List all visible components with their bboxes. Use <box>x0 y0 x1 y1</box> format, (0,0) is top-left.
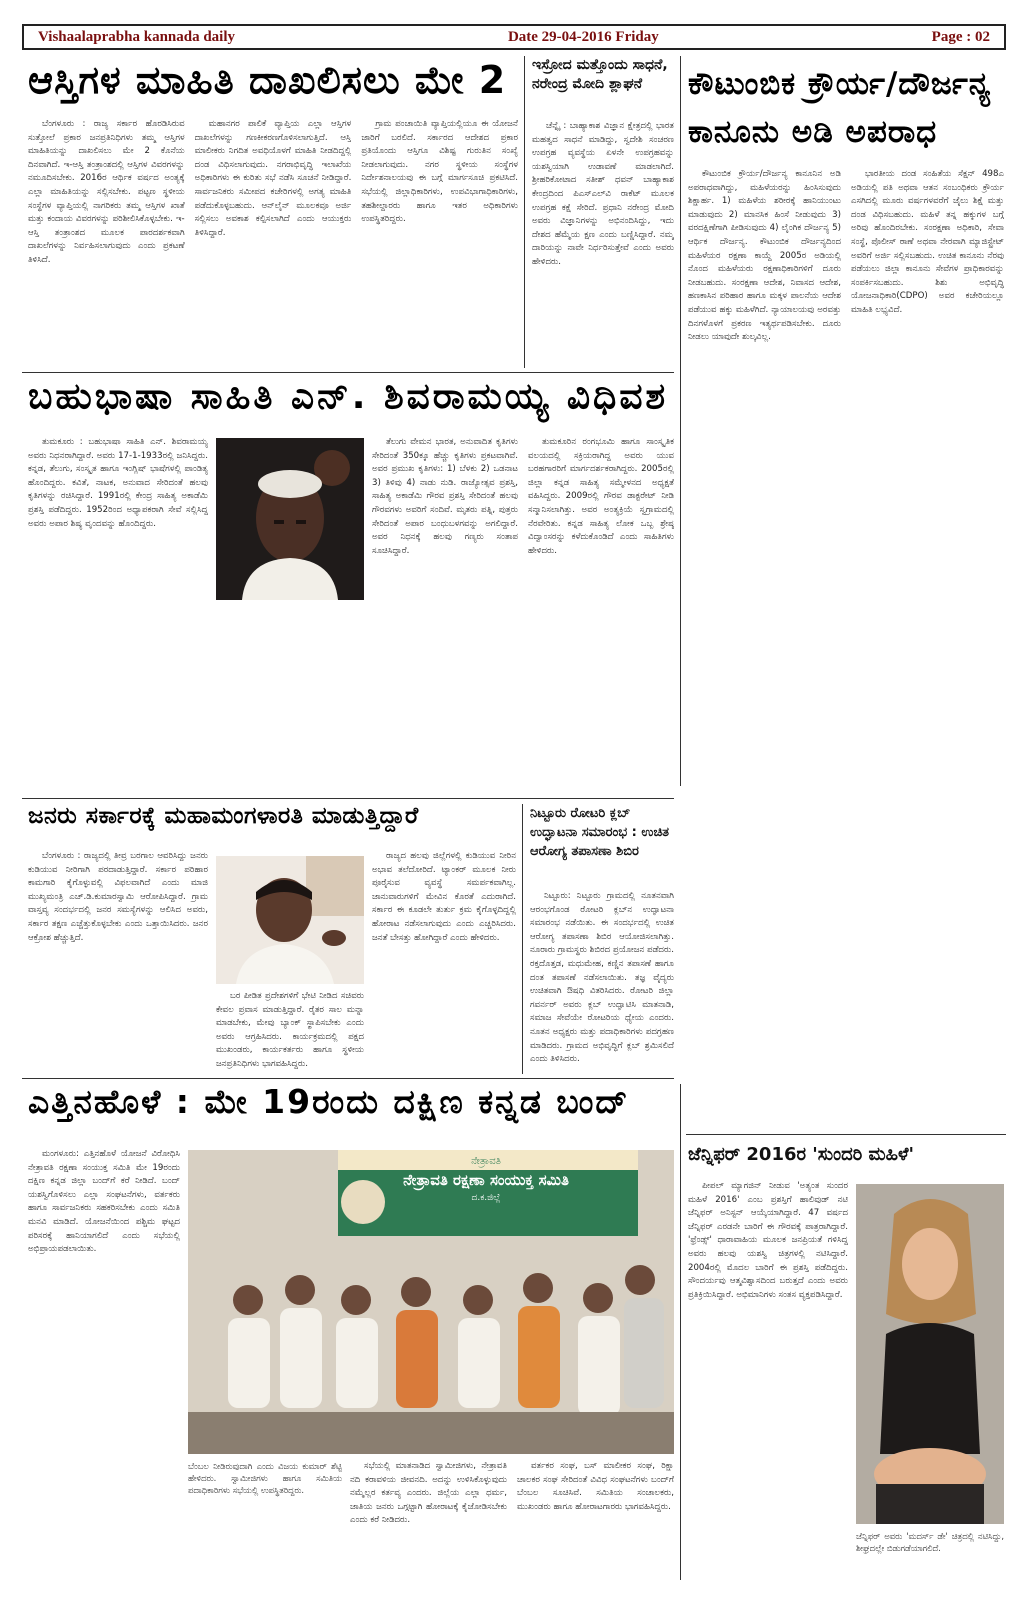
jennifer-headline: ಜೆನ್ನಿಫರ್ 2016ರ 'ಸುಂದರಿ ಮಹಿಳೆ' <box>688 1144 914 1165</box>
domestic-col-1: ಕೌಟುಂಬಿಕ ಕ್ರೌರ್ಯ/ದೌರ್ಜನ್ಯ ಕಾನೂನಿನ ಅಡಿ ಅಪರಾಧವಾಗಿದ್ದು, ಮಹಿಳೆಯರನ್ನು ಹಿಂಸಿಸುವುದು ಶಿಕ್ಷಾರ್ಹ. 1) ಮಹಿಳೆಯ ಶರೀರಕ್ಕೆ ಹಾನಿಯುಂಟು ಮಾಡುವುದು 2) ಮಾನಸಿಕ ಹಿಂಸೆ ನೀಡುವುದು 3) ವರದಕ್ಷಿಣೆಗಾಗಿ ಪೀಡಿಸುವುದು 4) ಲೈಂಗಿಕ ದೌರ್ಜನ್ಯ 5) ಆರ್ಥಿಕ ದೌರ್ಜನ್ಯ. ಕೌಟುಂಬಿಕ ದೌರ್ಜನ್ಯದಿಂದ ಮಹಿಳೆಯರ ರಕ್ಷಣಾ ಕಾಯ್ದೆ 2005ರ ಅಡಿಯಲ್ಲಿ ನೊಂದ ಮಹಿಳೆಯರು ರಕ್ಷಣಾಧಿಕಾರಿಗಳಿಗೆ ದೂರು ನೀಡಬಹುದು. ಸಂರಕ್ಷಣಾ ಆದೇಶ, ನಿವಾಸದ ಆದೇಶ, ಹಣಕಾಸಿನ ಪರಿಹಾರ ಹಾಗೂ ಮಕ್ಕಳ ಪಾಲನೆಯ ಆದೇಶ ಪಡೆಯುವ ಹಕ್ಕು ಮಹಿಳೆಗಿದೆ. ನ್ಯಾಯಾಲಯವು ಅರವತ್ತು ದಿನಗಳೊಳಗೆ ಪ್ರಕರಣ ಇತ್ಯರ್ಥಪಡಿಸಬೇಕು. ದೂರು ನೀಡಲು ಯಾವುದೇ ಶುಲ್ಕವಿಲ್ಲ. <box>688 169 841 343</box>
shivaramaiah-col-3: ತುಮಕೂರಿನ ರಂಗಭೂಮಿ ಹಾಗೂ ಸಾಂಸ್ಕೃತಿಕ ವಲಯದಲ್ಲಿ ಸಕ್ರಿಯರಾಗಿದ್ದ ಅವರು ಯುವ ಬರಹಗಾರರಿಗೆ ಮಾರ್ಗದರ್ಶಕರಾಗಿದ್ದರು. 2005ರಲ್ಲಿ ಜಿಲ್ಲಾ ಕನ್ನಡ ಸಾಹಿತ್ಯ ಸಮ್ಮೇಳನದ ಅಧ್ಯಕ್ಷತೆ ವಹಿಸಿದ್ದರು. 2009ರಲ್ಲಿ ಗೌರವ ಡಾಕ್ಟರೇಟ್ ನೀಡಿ ಸನ್ಮಾನಿಸಲಾಗಿತ್ತು. ಅವರ ಅಂತ್ಯಕ್ರಿಯೆ ಸ್ವಗ್ರಾಮದಲ್ಲಿ ನೆರವೇರಿತು. ಕನ್ನಡ ಸಾಹಿತ್ಯ ಲೋಕ ಒಬ್ಬ ಶ್ರೇಷ್ಠ ವಿದ್ವಾಂಸರನ್ನು ಕಳೆದುಕೊಂಡಿದೆ ಎಂದು ಸಾಹಿತಿಗಳು ಹೇಳಿದರು. <box>528 437 674 556</box>
mahamangalarathi-body-left <box>28 850 208 1072</box>
newspaper-page <box>22 24 1006 1580</box>
shivaramaiah-body-right <box>372 436 674 792</box>
banner-title: ನೇತ್ರಾವತಿ ರಕ್ಷಣಾ ಸಂಯುಕ್ತ ಸಮಿತಿ <box>403 1171 569 1189</box>
rule-v-2 <box>680 56 681 786</box>
jennifer-body: ಪೀಪಲ್ ಮ್ಯಾಗಜಿನ್ ನೀಡುವ 'ಅತ್ಯಂತ ಸುಂದರ ಮಹಿಳೆ 2016' ಎಂಬ ಪ್ರಶಸ್ತಿಗೆ ಹಾಲಿವುಡ್ ನಟಿ ಜೆನ್ನಿಫರ್ ಅನಿಸ್ಟನ್ ಆಯ್ಕೆಯಾಗಿದ್ದಾರೆ. 47 ವರ್ಷದ ಜೆನ್ನಿಫರ್ ಎರಡನೇ ಬಾರಿಗೆ ಈ ಗೌರವಕ್ಕೆ ಪಾತ್ರರಾಗಿದ್ದಾರೆ. 'ಫ್ರೆಂಡ್ಸ್' ಧಾರಾವಾಹಿಯ ಮೂಲಕ ಜನಪ್ರಿಯತೆ ಗಳಿಸಿದ್ದ ಅವರು ಹಲವು ಯಶಸ್ವಿ ಚಿತ್ರಗಳಲ್ಲಿ ನಟಿಸಿದ್ದಾರೆ. 2004ರಲ್ಲಿ ಮೊದಲ ಬಾರಿಗೆ ಈ ಪ್ರಶಸ್ತಿ ಪಡೆದಿದ್ದರು. ಸೌಂದರ್ಯವು ಆತ್ಮವಿಶ್ವಾಸದಿಂದ ಬರುತ್ತದೆ ಎಂದು ಅವರು ಪ್ರತಿಕ್ರಿಯಿಸಿದ್ದಾರೆ. ಅಭಿಮಾನಿಗಳು ಸಂತಸ ವ್ಯಕ್ತಪಡಿಸಿದ್ದಾರೆ. <box>688 1181 848 1300</box>
mahamangalarathi-headline: ಜನರು ಸರ್ಕಾರಕ್ಕೆ ಮಹಾಮಂಗಳಾರತಿ ಮಾಡುತ್ತಿದ್ದಾರೆ <box>28 804 419 829</box>
bandh-col-1: ಮಂಗಳೂರು: ಎತ್ತಿನಹೊಳೆ ಯೋಜನೆ ವಿರೋಧಿಸಿ ನೇತ್ರಾವತಿ ರಕ್ಷಣಾ ಸಂಯುಕ್ತ ಸಮಿತಿ ಮೇ 19ರಂದು ದಕ್ಷಿಣ ಕನ್ನಡ ಜಿಲ್ಲಾ ಬಂದ್‌ಗೆ ಕರೆ ನೀಡಿದೆ. ಬಂದ್ ಯಶಸ್ವಿಗೊಳಿಸಲು ಎಲ್ಲಾ ಸಂಘಟನೆಗಳು, ವರ್ತಕರು ಹಾಗೂ ಸಾರ್ವಜನಿಕರು ಸಹಕರಿಸಬೇಕು ಎಂದು ಸಮಿತಿ ಮನವಿ ಮಾಡಿದೆ. ಯೋಜನೆಯಿಂದ ಪಶ್ಚಿಮ ಘಟ್ಟದ ಪರಿಸರಕ್ಕೆ ಹಾನಿಯಾಗಲಿದೆ ಎಂದು ಸಭೆಯಲ್ಲಿ ಅಭಿಪ್ರಾಯಪಡಲಾಯಿತು. <box>28 1149 180 1255</box>
banner-top: ನೇತ್ರಾವತಿ <box>471 1156 501 1167</box>
shivaramaiah-headline: ಬಹುಭಾಷಾ ಸಾಹಿತಿ ಎನ್. ಶಿವರಾಮಯ್ಯ ವಿಧಿವಶ <box>28 378 669 417</box>
rule-v-4 <box>680 1084 681 1580</box>
brand-name: Vishaalaprabha kannada daily <box>38 28 236 45</box>
bandh-caption: ಬೆಂಬಲ ನೀಡಿರುವುದಾಗಿ ಎಂದು ವಿಜಯ ಕುಮಾರ್ ಶೆಟ್ಟಿ ಹೇಳಿದರು. ಸ್ವಾಮೀಜಿಗಳು ಹಾಗೂ ಸಮಿತಿಯ ಪದಾಧಿಕಾರಿಗಳು ಸಭೆಯಲ್ಲಿ ಉಪಸ್ಥಿತರಿದ್ದರು. <box>188 1461 342 1495</box>
banner-sub: ದ.ಕ.ಜಿಲ್ಲೆ <box>471 1193 501 1203</box>
domestic-headline: ಕೌಟುಂಬಿಕ ಕ್ರೌರ್ಯ/ದೌರ್ಜನ್ಯ ಕಾನೂನು ಅಡಿ ಅಪರಾಧ <box>688 66 992 150</box>
rule-v-3 <box>522 804 523 1074</box>
shivaramaiah-col-2: ತೆಲುಗು ವೇಮನ ಭಾರತ, ಅನುವಾದಿತ ಕೃತಿಗಳು ಸೇರಿದಂತೆ 350ಕ್ಕೂ ಹೆಚ್ಚು ಕೃತಿಗಳು ಪ್ರಕಟವಾಗಿವೆ. ಅವರ ಪ್ರಮುಖ ಕೃತಿಗಳು: 1) ಬೆಳಕು 2) ಒಡನಾಟ 3) ತಿಳಿವು 4) ನಾಡು ನುಡಿ. ರಾಜ್ಯೋತ್ಸವ ಪ್ರಶಸ್ತಿ, ಸಾಹಿತ್ಯ ಅಕಾಡೆಮಿ ಗೌರವ ಪ್ರಶಸ್ತಿ ಸೇರಿದಂತೆ ಹಲವು ಗೌರವಗಳು ಅವರಿಗೆ ಸಂದಿವೆ. ಮೃತರು ಪತ್ನಿ, ಪುತ್ರರು ಸೇರಿದಂತೆ ಅಪಾರ ಬಂಧುಬಳಗವನ್ನು ಅಗಲಿದ್ದಾರೆ. ಅವರ ನಿಧನಕ್ಕೆ ಹಲವು ಗಣ್ಯರು ಸಂತಾಪ ಸೂಚಿಸಿದ್ದಾರೆ. <box>372 437 518 556</box>
kumaraswamy-photo <box>216 856 364 984</box>
rule-h-4 <box>686 1134 1006 1135</box>
portrait-woman-icon <box>856 1184 1004 1524</box>
bandh-body-right <box>350 1460 674 1576</box>
bandh-headline: ಎತ್ತಿನಹೊಳೆ : ಮೇ 19ರಂದು ದಕ್ಷಿಣ ಕನ್ನಡ ಬಂದ್ <box>28 1084 630 1121</box>
mahamangalarathi-col-1: ಬೆಂಗಳೂರು : ರಾಜ್ಯದಲ್ಲಿ ತೀವ್ರ ಬರಗಾಲ ಆವರಿಸಿದ್ದು ಜನರು ಕುಡಿಯುವ ನೀರಿಗಾಗಿ ಪರದಾಡುತ್ತಿದ್ದಾರೆ. ಸರ್ಕಾರ ಪರಿಹಾರ ಕಾಮಗಾರಿ ಕೈಗೊಳ್ಳುವಲ್ಲಿ ವಿಫಲವಾಗಿದೆ ಎಂದು ಮಾಜಿ ಮುಖ್ಯಮಂತ್ರಿ ಎಚ್.ಡಿ.ಕುಮಾರಸ್ವಾಮಿ ಆರೋಪಿಸಿದ್ದಾರೆ. ಗ್ರಾಮ ವಾಸ್ತವ್ಯ ಸಂದರ್ಭದಲ್ಲಿ ಜನರ ಸಮಸ್ಯೆಗಳನ್ನು ಆಲಿಸಿದ ಅವರು, ಸರ್ಕಾರ ತಕ್ಷಣ ಎಚ್ಚೆತ್ತುಕೊಳ್ಳಬೇಕು ಎಂದು ಒತ್ತಾಯಿಸಿದರು. ಜನರ ಆಕ್ರೋಶ ಹೆಚ್ಚುತ್ತಿದೆ. <box>28 851 208 943</box>
shivaramaiah-caption <box>216 606 364 792</box>
mahamangalarathi-body-right <box>372 850 516 1072</box>
portrait-elderly-man-icon <box>216 438 364 600</box>
rule-h-3 <box>22 1078 674 1079</box>
bandh-col-2: ಸಭೆಯಲ್ಲಿ ಮಾತನಾಡಿದ ಸ್ವಾಮೀಜಿಗಳು, ನೇತ್ರಾವತಿ ನದಿ ಕರಾವಳಿಯ ಜೀವನದಿ. ಅದನ್ನು ಉಳಿಸಿಕೊಳ್ಳುವುದು ನಮ್ಮೆಲ್ಲರ ಕರ್ತವ್ಯ ಎಂದರು. ಜಿಲ್ಲೆಯ ಎಲ್ಲಾ ಧರ್ಮ, ಜಾತಿಯ ಜನರು ಒಗ್ಗಟ್ಟಾಗಿ ಹೋರಾಟಕ್ಕೆ ಕೈಜೋಡಿಸಬೇಕು ಎಂದು ಕರೆ ನೀಡಿದರು. <box>350 1461 507 1526</box>
jennifer-photo <box>856 1184 1004 1524</box>
shivaramaiah-col-1: ತುಮಕೂರು : ಬಹುಭಾಷಾ ಸಾಹಿತಿ ಎನ್. ಶಿವರಾಮಯ್ಯ ಅವರು ನಿಧನರಾಗಿದ್ದಾರೆ. ಅವರು 17-1-1933ರಲ್ಲಿ ಜನಿಸಿದ್ದರು. ಕನ್ನಡ, ತೆಲುಗು, ಸಂಸ್ಕೃತ ಹಾಗೂ ಇಂಗ್ಲಿಷ್ ಭಾಷೆಗಳಲ್ಲಿ ಪಾಂಡಿತ್ಯ ಹೊಂದಿದ್ದರು. ಕವಿತೆ, ನಾಟಕ, ಅನುವಾದ ಸೇರಿದಂತೆ ಹಲವು ಕೃತಿಗಳನ್ನು ರಚಿಸಿದ್ದಾರೆ. 1991ರಲ್ಲಿ ಕೇಂದ್ರ ಸಾಹಿತ್ಯ ಅಕಾಡೆಮಿ ಪ್ರಶಸ್ತಿ ಪಡೆದಿದ್ದರು. 1952ರಿಂದ ಅಧ್ಯಾಪಕರಾಗಿ ಸೇವೆ ಸಲ್ಲಿಸಿದ್ದ ಅವರು ಅಪಾರ ಶಿಷ್ಯ ವೃಂದವನ್ನು ಹೊಂದಿದ್ದರು. <box>28 437 208 529</box>
page-header <box>22 24 1006 50</box>
domestic-body <box>688 168 1004 1128</box>
issue-date: Date 29-04-2016 Friday <box>507 28 659 45</box>
rule-h-1 <box>22 372 674 373</box>
assets-col-1: ಬೆಂಗಳೂರು : ರಾಜ್ಯ ಸರ್ಕಾರ ಹೊರಡಿಸಿರುವ ಸುತ್ತೋಲೆ ಪ್ರಕಾರ ಜನಪ್ರತಿನಿಧಿಗಳು ತಮ್ಮ ಆಸ್ತಿಗಳ ಮಾಹಿತಿಯನ್ನು ದಾಖಲಿಸಲು ಮೇ 2 ಕೊನೆಯ ದಿನವಾಗಿದೆ. ಇ-ಆಸ್ತಿ ತಂತ್ರಾಂಶದಲ್ಲಿ ಆಸ್ತಿಗಳ ವಿವರಗಳನ್ನು ನಮೂದಿಸಬೇಕು. 2016ರ ಆರ್ಥಿಕ ವರ್ಷದ ಅಂತ್ಯಕ್ಕೆ ಎಲ್ಲಾ ಮಾಹಿತಿಯನ್ನು ಸಲ್ಲಿಸಬೇಕು. ಪಟ್ಟಣ ಸ್ಥಳೀಯ ಸಂಸ್ಥೆಗಳ ವ್ಯಾಪ್ತಿಯಲ್ಲಿ ನಾಗರಿಕರು ತಮ್ಮ ಆಸ್ತಿಗಳ ಖಾತೆ ಮತ್ತು ಕಂದಾಯ ವಿವರಗಳನ್ನು ಪರಿಶೀಲಿಸಿಕೊಳ್ಳಬೇಕು. ಇ-ಆಸ್ತಿ ತಂತ್ರಾಂಶದ ಮೂಲಕ ಪಾರದರ್ಶಕವಾಗಿ ದಾಖಲೆಗಳನ್ನು ನಿರ್ವಹಿಸಲಾಗುವುದು ಎಂದು ಪ್ರಕಟಣೆ ತಿಳಿಸಿದೆ. <box>28 119 185 265</box>
rotary-body: ನಿಟ್ಟೂರು: ನಿಟ್ಟೂರು ಗ್ರಾಮದಲ್ಲಿ ನೂತನವಾಗಿ ಆರಂಭಗೊಂಡ ರೋಟರಿ ಕ್ಲಬ್‌ನ ಉದ್ಘಾಟನಾ ಸಮಾರಂಭ ನಡೆಯಿತು. ಈ ಸಂದರ್ಭದಲ್ಲಿ ಉಚಿತ ಆರೋಗ್ಯ ತಪಾಸಣಾ ಶಿಬಿರ ಆಯೋಜಿಸಲಾಗಿತ್ತು. ನೂರಾರು ಗ್ರಾಮಸ್ಥರು ಶಿಬಿರದ ಪ್ರಯೋಜನ ಪಡೆದರು. ರಕ್ತದೊತ್ತಡ, ಮಧುಮೇಹ, ಕಣ್ಣಿನ ತಪಾಸಣೆ ಹಾಗೂ ದಂತ ತಪಾಸಣೆ ನಡೆಸಲಾಯಿತು. ತಜ್ಞ ವೈದ್ಯರು ಉಚಿತವಾಗಿ ಔಷಧಿ ವಿತರಿಸಿದರು. ರೋಟರಿ ಜಿಲ್ಲಾ ಗವರ್ನರ್ ಅವರು ಕ್ಲಬ್ ಉದ್ಘಾಟಿಸಿ ಮಾತನಾಡಿ, ಸಮಾಜ ಸೇವೆಯೇ ರೋಟರಿಯ ಧ್ಯೇಯ ಎಂದರು. ನೂತನ ಅಧ್ಯಕ್ಷರು ಮತ್ತು ಪದಾಧಿಕಾರಿಗಳು ಪದಗ್ರಹಣ ಮಾಡಿದರು. ಗ್ರಾಮದ ಅಭಿವೃದ್ಧಿಗೆ ಕ್ಲಬ್ ಶ್ರಮಿಸಲಿದೆ ಎಂದು ತಿಳಿಸಿದರು. <box>530 891 674 1065</box>
assets-body <box>28 118 518 366</box>
portrait-politician-icon <box>216 856 364 984</box>
assets-headline: ಆಸ್ತಿಗಳ ಮಾಹಿತಿ ದಾಖಲಿಸಲು ಮೇ 2 <box>28 60 507 102</box>
jennifer-caption: ಜೆನ್ನಿಫರ್ ಅವರು 'ಮದರ್ಸ್ ಡೇ' ಚಿತ್ರದಲ್ಲಿ ನಟಿಸಿದ್ದು, ಶೀಘ್ರದಲ್ಲೇ ಬಿಡುಗಡೆಯಾಗಲಿದೆ. <box>856 1531 1004 1553</box>
mahamangalarathi-col-2: ಬರ ಪೀಡಿತ ಪ್ರದೇಶಗಳಿಗೆ ಭೇಟಿ ನೀಡಿದ ಸಚಿವರು ಕೇವಲ ಪ್ರವಾಸ ಮಾಡುತ್ತಿದ್ದಾರೆ. ರೈತರ ಸಾಲ ಮನ್ನಾ ಮಾಡಬೇಕು, ಮೇವು ಬ್ಯಾಂಕ್ ಸ್ಥಾಪಿಸಬೇಕು ಎಂದು ಅವರು ಆಗ್ರಹಿಸಿದರು. ಕಾರ್ಯಕ್ರಮದಲ್ಲಿ ಪಕ್ಷದ ಮುಖಂಡರು, ಕಾರ್ಯಕರ್ತರು ಹಾಗೂ ಸ್ಥಳೀಯ ಜನಪ್ರತಿನಿಧಿಗಳು ಭಾಗವಹಿಸಿದ್ದರು. <box>216 991 364 1069</box>
modi-headline: ಇಸ್ರೋದ ಮತ್ತೊಂದು ಸಾಧನೆ, ನರೇಂದ್ರ ಮೋದಿ ಶ್ಲಾಘನೆ <box>532 57 668 92</box>
shivaramaiah-body-left <box>28 436 208 792</box>
page-number: Page : 02 <box>931 28 990 45</box>
domestic-col-2: ಭಾರತೀಯ ದಂಡ ಸಂಹಿತೆಯ ಸೆಕ್ಷನ್ 498ಎ ಅಡಿಯಲ್ಲಿ ಪತಿ ಅಥವಾ ಆತನ ಸಂಬಂಧಿಕರು ಕ್ರೌರ್ಯ ಎಸಗಿದಲ್ಲಿ ಮೂರು ವರ್ಷಗಳವರೆಗೆ ಜೈಲು ಶಿಕ್ಷೆ ಮತ್ತು ದಂಡ ವಿಧಿಸಬಹುದು. ಮಹಿಳೆ ತನ್ನ ಹಕ್ಕುಗಳ ಬಗ್ಗೆ ಅರಿವು ಹೊಂದಿರಬೇಕು. ಸಂರಕ್ಷಣಾ ಅಧಿಕಾರಿ, ಸೇವಾ ಸಂಸ್ಥೆ, ಪೊಲೀಸ್ ಠಾಣೆ ಅಥವಾ ನೇರವಾಗಿ ಮ್ಯಾಜಿಸ್ಟ್ರೇಟ್ ಅವರಿಗೆ ಅರ್ಜಿ ಸಲ್ಲಿಸಬಹುದು. ಉಚಿತ ಕಾನೂನು ನೆರವು ಪಡೆಯಲು ಜಿಲ್ಲಾ ಕಾನೂನು ಸೇವೆಗಳ ಪ್ರಾಧಿಕಾರವನ್ನು ಸಂಪರ್ಕಿಸಬಹುದು. ಶಿಶು ಅಭಿವೃದ್ಧಿ ಯೋಜನಾಧಿಕಾರಿ(CDPO) ಅವರ ಕಚೇರಿಯಲ್ಲೂ ಮಾಹಿತಿ ಲಭ್ಯವಿದೆ. <box>851 169 1004 315</box>
bandh-body-left <box>28 1148 180 1576</box>
shivaramaiah-photo <box>216 438 364 600</box>
rule-h-2 <box>22 798 674 799</box>
assets-col-3: ಗ್ರಾಮ ಪಂಚಾಯಿತಿ ವ್ಯಾಪ್ತಿಯಲ್ಲಿಯೂ ಈ ಯೋಜನೆ ಜಾರಿಗೆ ಬರಲಿದೆ. ಸರ್ಕಾರದ ಆದೇಶದ ಪ್ರಕಾರ ಪ್ರತಿಯೊಂದು ಆಸ್ತಿಗೂ ವಿಶಿಷ್ಟ ಗುರುತಿನ ಸಂಖ್ಯೆ ನೀಡಲಾಗುವುದು. ನಗರ ಸ್ಥಳೀಯ ಸಂಸ್ಥೆಗಳ ನಿರ್ದೇಶನಾಲಯವು ಈ ಬಗ್ಗೆ ಮಾರ್ಗಸೂಚಿ ಪ್ರಕಟಿಸಿದೆ. ಸಭೆಯಲ್ಲಿ ಜಿಲ್ಲಾಧಿಕಾರಿಗಳು, ಉಪವಿಭಾಗಾಧಿಕಾರಿಗಳು, ತಹಶೀಲ್ದಾರರು ಹಾಗೂ ಇತರ ಅಧಿಕಾರಿಗಳು ಉಪಸ್ಥಿತರಿದ್ದರು. <box>361 119 519 225</box>
rotary-headline: ನಿಟ್ಟೂರು ರೋಟರಿ ಕ್ಲಬ್ ಉದ್ಘಾಟನಾ ಸಮಾರಂಭ : ಉಚಿತ ಆರೋಗ್ಯ ತಪಾಸಣಾ ಶಿಬಿರ <box>530 806 670 859</box>
assets-col-2: ಮಹಾನಗರ ಪಾಲಿಕೆ ವ್ಯಾಪ್ತಿಯ ಎಲ್ಲಾ ಆಸ್ತಿಗಳ ದಾಖಲೆಗಳನ್ನು ಗಣಕೀಕರಣಗೊಳಿಸಲಾಗುತ್ತಿದೆ. ಆಸ್ತಿ ಮಾಲೀಕರು ನಿಗದಿತ ಅವಧಿಯೊಳಗೆ ಮಾಹಿತಿ ನೀಡದಿದ್ದಲ್ಲಿ ದಂಡ ವಿಧಿಸಲಾಗುವುದು. ನಗರಾಭಿವೃದ್ಧಿ ಇಲಾಖೆಯ ಅಧಿಕಾರಿಗಳು ಈ ಕುರಿತು ಸಭೆ ನಡೆಸಿ ಸೂಚನೆ ನೀಡಿದ್ದಾರೆ. ಸಾರ್ವಜನಿಕರು ಸಮೀಪದ ಕಚೇರಿಗಳಲ್ಲಿ ಅಗತ್ಯ ಮಾಹಿತಿ ಪಡೆದುಕೊಳ್ಳಬಹುದು. ಆನ್‌ಲೈನ್ ಮೂಲಕವೂ ಅರ್ಜಿ ಸಲ್ಲಿಸಲು ಅವಕಾಶ ಕಲ್ಪಿಸಲಾಗಿದೆ ಎಂದು ಆಯುಕ್ತರು ತಿಳಿಸಿದ್ದಾರೆ. <box>194 119 352 238</box>
bandh-col-3: ವರ್ತಕರ ಸಂಘ, ಬಸ್ ಮಾಲೀಕರ ಸಂಘ, ರಿಕ್ಷಾ ಚಾಲಕರ ಸಂಘ ಸೇರಿದಂತೆ ವಿವಿಧ ಸಂಘಟನೆಗಳು ಬಂದ್‌ಗೆ ಬೆಂಬಲ ಸೂಚಿಸಿವೆ. ಸಮಿತಿಯ ಸಂಚಾಲಕರು, ಮುಖಂಡರು ಹಾಗೂ ಹೋರಾಟಗಾರರು ಭಾಗವಹಿಸಿದ್ದರು. <box>517 1461 674 1512</box>
mahamangalarathi-col-3: ರಾಜ್ಯದ ಹಲವು ಜಿಲ್ಲೆಗಳಲ್ಲಿ ಕುಡಿಯುವ ನೀರಿನ ಅಭಾವ ತಲೆದೋರಿದೆ. ಟ್ಯಾಂಕರ್ ಮೂಲಕ ನೀರು ಪೂರೈಸುವ ವ್ಯವಸ್ಥೆ ಸಮರ್ಪಕವಾಗಿಲ್ಲ. ಜಾನುವಾರುಗಳಿಗೆ ಮೇವಿನ ಕೊರತೆ ಎದುರಾಗಿದೆ. ಸರ್ಕಾರ ಈ ಕೂಡಲೇ ತುರ್ತು ಕ್ರಮ ಕೈಗೊಳ್ಳದಿದ್ದಲ್ಲಿ ಹೋರಾಟ ನಡೆಸಲಾಗುವುದು ಎಂದು ಎಚ್ಚರಿಸಿದರು. ಜನತೆ ಬೇಸತ್ತು ಹೋಗಿದ್ದಾರೆ ಎಂದು ಹೇಳಿದರು. <box>372 851 516 943</box>
rule-v-1 <box>524 56 525 368</box>
banner-text <box>346 1156 626 1212</box>
modi-body: ಚೆನ್ನೈ : ಬಾಹ್ಯಾಕಾಶ ವಿಜ್ಞಾನ ಕ್ಷೇತ್ರದಲ್ಲಿ ಭಾರತ ಮಹತ್ವದ ಸಾಧನೆ ಮಾಡಿದ್ದು, ಸ್ವದೇಶಿ ಸಂಚರಣ ಉಪಗ್ರಹ ವ್ಯವಸ್ಥೆಯ ಏಳನೇ ಉಪಗ್ರಹವನ್ನು ಯಶಸ್ವಿಯಾಗಿ ಉಡಾವಣೆ ಮಾಡಲಾಗಿದೆ. ಶ್ರೀಹರಿಕೋಟಾದ ಸತೀಶ್ ಧವನ್ ಬಾಹ್ಯಾಕಾಶ ಕೇಂದ್ರದಿಂದ ಪಿಎಸ್‌ಎಲ್‌ವಿ ರಾಕೆಟ್ ಮೂಲಕ ಉಪಗ್ರಹ ಕಕ್ಷೆ ಸೇರಿದೆ. ಪ್ರಧಾನಿ ನರೇಂದ್ರ ಮೋದಿ ಅವರು ವಿಜ್ಞಾನಿಗಳನ್ನು ಅಭಿನಂದಿಸಿದ್ದು, ಇದು ದೇಶದ ಹೆಮ್ಮೆಯ ಕ್ಷಣ ಎಂದು ಬಣ್ಣಿಸಿದ್ದಾರೆ. ನಮ್ಮ ದಾರಿಯನ್ನು ನಾವೇ ನಿರ್ಧರಿಸುತ್ತೇವೆ ಎಂದು ಅವರು ಹೇಳಿದರು. <box>532 121 674 267</box>
